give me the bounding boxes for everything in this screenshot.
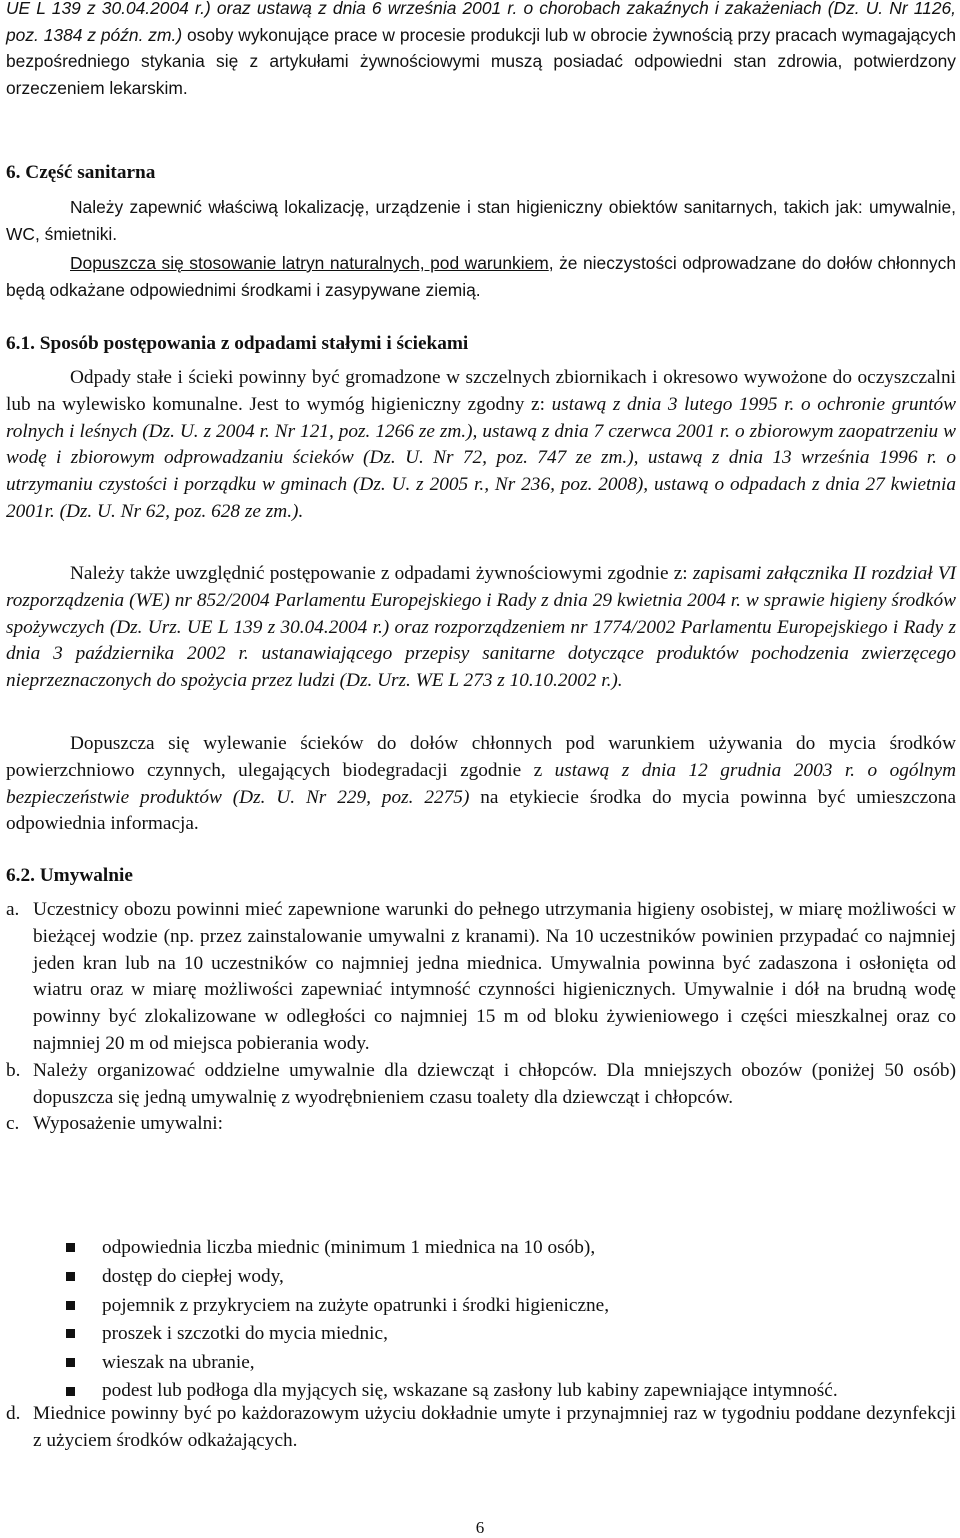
list-item	[6, 1401, 956, 1455]
list-marker: c.	[6, 1113, 20, 1135]
bullet-item	[66, 1263, 956, 1292]
section-6-1-paragraph-3	[6, 731, 956, 838]
italic-text-run: UE L 139 z 30.04.2004 r.) oraz ustawą z dnia 6 września 2001 r. o chorobach zakaźnych i zakażeniach (Dz. U. Nr 1126, poz. 1384 z późn. zm.)	[6, 0, 956, 45]
section-6-2-heading: 6.2. Umywalnie	[6, 865, 133, 886]
section-6-paragraph-1: Należy zapewnić właściwą lokalizację, urządzenie i stan higieniczny obiektów sanitarnych, takich jak: umywalnie, WC, śmietniki.	[6, 197, 956, 244]
section-6-heading: 6. Część sanitarna	[6, 162, 156, 183]
text-run: na etykiecie środka do mycia powinna być umieszczona odpowiednia informacja.	[6, 786, 957, 835]
section-6-1-paragraph-1	[6, 365, 956, 526]
list-marker: b.	[6, 1059, 21, 1081]
bullet-text: wieszak na ubranie,	[102, 1352, 255, 1374]
section-6-1-heading: 6.1. Sposób postępowania z odpadami stałymi i ściekami	[6, 333, 469, 354]
text-run: osoby wykonujące prace w procesie produkcji lub w obrocie żywnością przy pracach wymagających bezpośredniego stykania się z artykułami żywnościowymi muszą posiadać odpowiedni stan zdrowia, potwierdzony orzeczeniem lekarskim.	[6, 24, 956, 98]
bullet-item	[66, 1234, 956, 1263]
bullet-text: proszek i szczotki do mycia miednic,	[102, 1323, 388, 1345]
italic-text-run: ustawą z dnia 12 grudnia 2003 r. o ogólnym bezpieczeństwie produktów (Dz. U. Nr 229, poz. 2275)	[6, 759, 956, 808]
section-6-paragraph-2	[6, 250, 956, 303]
bullet-text: podest lub podłoga dla myjących się, wskazane są zasłony lub kabiny zapewniające intymność.	[102, 1379, 838, 1401]
square-bullet-icon	[66, 1358, 75, 1367]
square-bullet-icon	[66, 1243, 75, 1252]
equipment-bullet-list	[66, 1234, 956, 1405]
list-marker: d.	[6, 1403, 21, 1424]
umywalnie-list	[6, 897, 956, 1138]
square-bullet-icon	[66, 1387, 75, 1396]
text-run: Dopuszcza się wylewanie ścieków do dołów chłonnych pod warunkiem używania do mycia środków powierzchniowo czynnych, ulegających biodegradacji zgodnie z	[6, 733, 956, 781]
text-run: Należy także uwzględnić postępowanie z odpadami żywnościowymi zgodnie z:	[70, 563, 693, 584]
list-item-text: Należy organizować oddzielne umywalnie dla dziewcząt i chłopców. Dla mniejszych obozów (poniżej 50 osób) dopuszcza się jedną umywalnię z wyodrębnieniem czasu toalety dla dziewcząt i chłopców.	[33, 1059, 956, 1108]
list-marker: a.	[6, 899, 20, 920]
list-item-text: Uczestnicy obozu powinni mieć zapewnione warunki do pełnego utrzymania higieny osobistej, w miarę możliwości w bieżącej wodzie (np. przez zainstalowanie umywalni z kranami). Na 10 uczestników powinien przypadać co najmniej jeden kran lub na 10 uczestników co najmniej jedna miednica. Umywalnia powinna być zadaszona i osłonięta od wiatru oraz w miarę możliwości zapewniać intymność czynności higienicznych. Umywalnie i dół na brudną wodę powinny być zlokalizowane w odległości co najmniej 15 m od bloku żywieniowego i części mieszkalnej oraz co najmniej 20 m od miejsca pobierania wody.	[33, 899, 956, 1054]
bullet-text: dostęp do ciepłej wody,	[102, 1265, 284, 1287]
umywalnie-list-continued	[6, 1401, 956, 1455]
text-run: Odpady stałe i ścieki powinny być gromadzone w szczelnych zbiornikach i okresowo wywożone do oczyszczalni lub na wylewisko komunalne. Jest to wymóg higieniczny zgodny z:	[6, 367, 956, 415]
square-bullet-icon	[66, 1301, 75, 1310]
page-number: 6	[475, 1518, 485, 1537]
bullet-item	[66, 1349, 956, 1378]
list-item	[6, 897, 956, 1058]
paragraph-text: , że nieczystości odprowadzane do dołów chłonnych będą odkażane odpowiednimi środkami i zasypywane ziemią.	[6, 253, 956, 300]
bullet-item	[66, 1320, 956, 1349]
square-bullet-icon	[66, 1272, 75, 1281]
list-item-text: Miednice powinny być po każdorazowym użyciu dokładnie umyte i przynajmniej raz w tygodniu poddane dezynfekcji z użyciem środków odkażających.	[33, 1403, 956, 1451]
italic-text-run: zapisami załącznika II rozdział VI rozporządzenia (WE) nr 852/2004 Parlamentu Europejskiego i Rady z dnia 29 kwietnia 2004 r. w sprawie higieny środków spożywczych (Dz. Urz. UE L 139 z 30.04.2004 r.) oraz rozporządzeniem nr 1774/2002 Parlamentu Europejskiego i Rady z dnia 3 października 2002 r. ustanawiającego przepisy sanitarne dotyczące produktów pochodzenia zwierzęcego nieprzeznaczonych do spożycia przez ludzi (Dz. Urz. WE L 273 z 10.10.2002 r.).	[6, 563, 957, 692]
bullet-item	[66, 1292, 956, 1321]
intro-paragraph	[6, 0, 956, 101]
square-bullet-icon	[66, 1329, 75, 1338]
list-item	[6, 1111, 956, 1138]
underlined-text: Dopuszcza się stosowanie latryn naturalnych, pod warunkiem	[70, 253, 549, 273]
section-6-1-paragraph-2	[6, 561, 956, 695]
list-item-text: Wyposażenie umywalni:	[33, 1113, 223, 1135]
list-item	[6, 1058, 956, 1112]
italic-text-run: ustawą z dnia 3 lutego 1995 r. o ochronie gruntów rolnych i leśnych (Dz. U. z 2004 r. Nr 121, poz. 1266 ze zm.), ustawą z dnia 7 czerwca 2001 r. o zbiorowym zaopatrzeniu w wodę i zbiorowym odprowadzaniu ścieków (Dz. U. Nr 72, poz. 747 ze zm.), ustawą z dnia 13 września 1996 r. o utrzymaniu czystości i porządku w gminach (Dz. U. z 2005 r., Nr 236, poz. 2008), ustawą o odpadach z dnia 27 kwietnia 2001r. (Dz. U. Nr 62, poz. 628 ze zm.).	[6, 393, 957, 522]
bullet-text: pojemnik z przykryciem na zużyte opatrunki i środki higieniczne,	[102, 1294, 610, 1316]
bullet-text: odpowiednia liczba miednic (minimum 1 miednica na 10 osób),	[102, 1237, 596, 1258]
